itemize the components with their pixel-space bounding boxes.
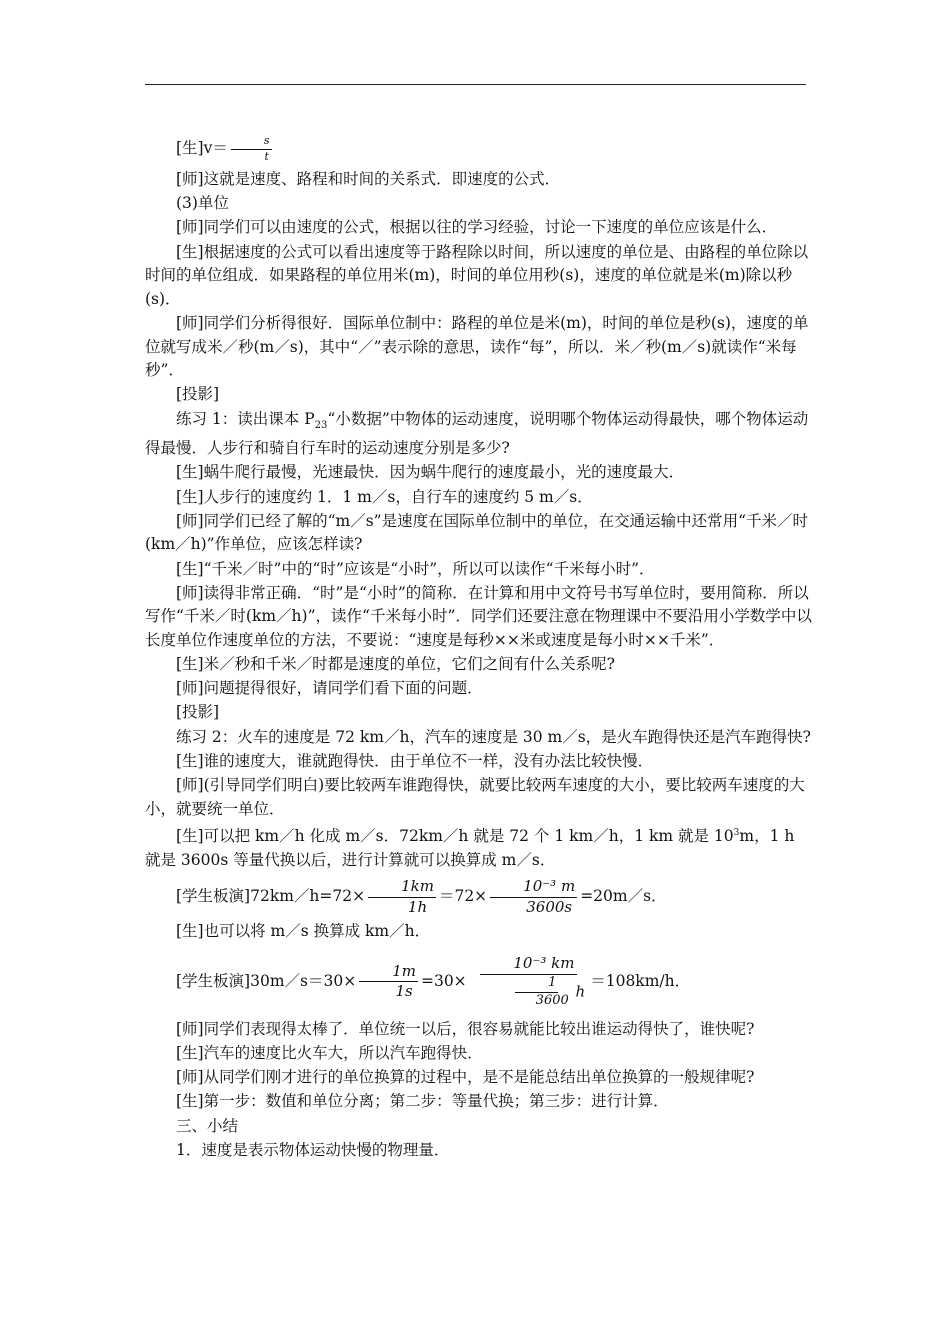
text-run: ＝72× <box>438 887 488 906</box>
fraction <box>490 877 577 917</box>
fraction-numerator: 10⁻³ m <box>490 877 577 898</box>
paragraph: [投影] <box>176 385 220 404</box>
text-run: ＝108km/h． <box>590 971 691 990</box>
header-rule <box>145 84 806 85</box>
paragraph: [生]第一步：数值和单位分离；第二步：等量代换；第三步：进行计算． <box>176 1092 669 1111</box>
paragraph: [师]问题提得很好，请同学们看下面的问题． <box>176 679 483 698</box>
inner-fraction <box>503 975 571 1010</box>
text-run: =20m／s． <box>580 887 667 906</box>
text-run: 练习 1：读出课本 P <box>176 409 315 428</box>
paragraph: [生]米／秒和千米／时都是速度的单位，它们之间有什么关系呢? <box>176 655 615 674</box>
text-run: [学生板演]72km／h=72× <box>176 887 366 906</box>
section-heading: 三、小结 <box>176 1116 239 1135</box>
text-run: “小数据”中物体的运动速度，说明哪个物体运动得最快，哪个物体运动得最慢．人步行和骑自行车时的运动速度分别是多少? <box>145 409 809 458</box>
fraction-denominator: 1s <box>395 982 413 1001</box>
inner-fraction-denominator: 3600 <box>535 992 569 1008</box>
text-run: [生]可以把 km／h 化成 m／s．72km／h 就是 72 个 1 km／h，1 km 就是 10 <box>176 826 734 845</box>
fraction <box>231 134 272 164</box>
fraction-numerator: s <box>231 134 272 149</box>
fraction-denominator: t <box>264 149 269 163</box>
fraction-denominator: 3600s <box>526 897 573 916</box>
formula-line <box>145 128 813 168</box>
paragraph: [生]谁的速度大，谁就跑得快．由于单位不一样，没有办法比较快慢． <box>176 751 654 770</box>
equation-1 <box>145 874 813 918</box>
paragraph: [师]同学们可以由速度的公式，根据以往的学习经验，讨论一下速度的单位应该是什么． <box>176 218 778 237</box>
paragraph <box>145 822 813 872</box>
text-run: =30× <box>420 971 467 990</box>
fraction-numerator: 10⁻³ km <box>480 954 576 975</box>
inner-fraction-numerator: 1 <box>515 975 558 993</box>
summary-item: 1．速度是表示物体运动快慢的物理量． <box>176 1140 450 1159</box>
document-body <box>145 128 813 1163</box>
paragraph: [师]读得非常正确．“时”是“小时”的简称．在计算和用中文符号书写单位时，要用简称．所以写作“千米／时(km／h)”，读作“千米每小时”．同学们还要注意在物理课中不要沿用小学数学中以长度单位作速度单位的方法，不要说：“速度是每秒××米或速度是每小时××千米”． <box>145 583 812 649</box>
paragraph: [师]这就是速度、路程和时间的关系式．即速度的公式． <box>176 170 561 188</box>
paragraph: [师](引导同学们明白)要比较两车谁跑得快，就要比较两车速度的大小，要比较两车速度的大小，就要统一单位． <box>145 776 805 818</box>
fraction-denominator: 1h <box>407 897 428 916</box>
paragraph: [生]汽车的速度比火车大，所以汽车跑得快． <box>176 1043 483 1062</box>
fraction <box>470 954 588 1009</box>
fraction <box>359 962 418 1002</box>
superscript: 3 <box>733 827 740 838</box>
section-heading: (3)单位 <box>176 194 229 213</box>
text-run: [生]v＝ <box>176 139 228 157</box>
exercise-1 <box>145 408 813 461</box>
paragraph: [生]人步行的速度约 1．1 m／s，自行车的速度约 5 m／s． <box>176 487 593 506</box>
paragraph: [师]同学们表现得太棒了．单位统一以后，很容易就能比较出谁运动得快了，谁快呢? <box>176 1019 755 1038</box>
paragraph: [师]同学们已经了解的“m／s”是速度在国际单位制中的单位，在交通运输中还常用“千米／时(km／h)”作单位，应该怎样读? <box>145 511 809 554</box>
exercise-2: 练习 2：火车的速度是 72 km／h，汽车的速度是 30 m／s，是火车跑得快还是汽车跑得快? <box>176 727 811 746</box>
unit-run: h <box>575 982 586 1000</box>
paragraph: [师]同学们分析得很好．国际单位制中：路程的单位是米(m)，时间的单位是秒(s)，速度的单位就写成米／秒(m／s)，其中“／”表示除的意思，读作“每”，所以．米／秒(m／s)就读作“米每秒”． <box>145 313 809 380</box>
fraction <box>368 877 436 917</box>
paragraph: [生]“千米／时”中的“时”应该是“小时”，所以可以读作“千米每小时”． <box>176 559 655 578</box>
paragraph: [生]蜗牛爬行最慢，光速最快．因为蜗牛爬行的速度最小，光的速度最大． <box>176 463 685 482</box>
paragraph: [师]从同学们刚才进行的单位换算的过程中，是不是能总结出单位换算的一般规律呢? <box>176 1068 755 1087</box>
equation-2 <box>145 946 813 1016</box>
subscript: 23 <box>314 419 328 431</box>
fraction-denominator-compound <box>470 975 588 1010</box>
text-run: m，1 h 就是 3600s 等量代换以后，进行计算就可以换算成 m／s． <box>145 826 795 869</box>
fraction-numerator: 1m <box>359 962 418 983</box>
paragraph: [生]根据速度的公式可以看出速度等于路程除以时间，所以速度的单位是、由路程的单位除以时间的单位组成．如果路程的单位用米(m)，时间的单位用秒(s)，速度的单位就是米(m)除以秒(s)． <box>145 242 809 308</box>
paragraph: [生]也可以将 m／s 换算成 km／h． <box>176 922 431 941</box>
paragraph: [投影] <box>176 703 220 722</box>
text-run: [学生板演]30m／s＝30× <box>176 971 357 990</box>
fraction-numerator: 1km <box>368 877 436 898</box>
